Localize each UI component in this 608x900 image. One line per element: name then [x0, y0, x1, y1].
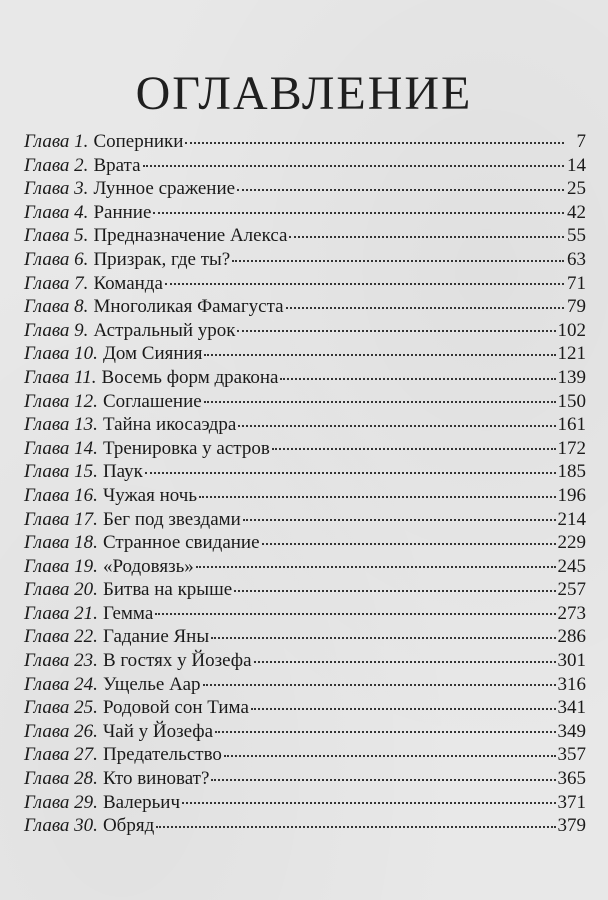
page-number: 349	[557, 720, 586, 742]
toc-entry[interactable]	[24, 154, 586, 178]
chapter-label: Глава 13.	[24, 414, 98, 436]
toc-entry[interactable]	[24, 531, 586, 555]
chapter-title: Бег под звездами	[102, 508, 241, 530]
chapter-title: Дом Сияния	[102, 343, 203, 365]
toc-entry[interactable]	[24, 295, 586, 319]
chapter-title: Тайна икосаэдра	[102, 414, 237, 436]
chapter-title: Тренировка у астров	[102, 437, 270, 459]
page-number: 341	[557, 697, 586, 719]
dot-leader	[237, 330, 555, 332]
chapter-title: Соглашение	[102, 390, 202, 412]
chapter-title: Предназначение Алекса	[93, 225, 288, 247]
toc-entry[interactable]	[24, 625, 586, 649]
chapter-label: Глава 15.	[24, 461, 98, 483]
chapter-label: Глава 27.	[24, 744, 98, 766]
dot-leader	[204, 354, 555, 356]
chapter-label: Глава 12.	[24, 390, 98, 412]
chapter-label: Глава 20.	[24, 579, 98, 601]
toc-entry[interactable]	[24, 130, 586, 154]
page-number: 150	[557, 390, 586, 412]
toc-entry[interactable]	[24, 272, 586, 296]
toc-entry[interactable]	[24, 319, 586, 343]
chapter-label: Глава 9.	[24, 319, 89, 341]
chapter-title: Паук	[102, 461, 143, 483]
chapter-label: Глава 6.	[24, 248, 89, 270]
chapter-label: Глава 29.	[24, 791, 98, 813]
toc-entry[interactable]	[24, 555, 586, 579]
dot-leader	[156, 826, 555, 828]
chapter-label: Глава 10.	[24, 343, 98, 365]
chapter-title: В гостях у Йозефа	[102, 650, 252, 672]
chapter-label: Глава 18.	[24, 532, 98, 554]
dot-leader	[143, 165, 564, 167]
toc-entry[interactable]	[24, 484, 586, 508]
chapter-label: Глава 30.	[24, 815, 98, 837]
page-title: ОГЛАВЛЕНИЕ	[135, 67, 473, 120]
toc-entry[interactable]	[24, 602, 586, 626]
page-number: 55	[567, 225, 586, 247]
chapter-label: Глава 4.	[24, 201, 89, 223]
chapter-title: Гадание Яны	[102, 626, 210, 648]
chapter-label: Глава 17.	[24, 508, 98, 530]
toc-entry[interactable]	[24, 460, 586, 484]
toc-entry[interactable]	[24, 508, 586, 532]
dot-leader	[145, 472, 556, 474]
chapter-title: Обряд	[102, 815, 155, 837]
chapter-title: «Родовязь»	[102, 555, 194, 577]
chapter-title: Врата	[93, 154, 141, 176]
chapter-title: Астральный урок	[93, 319, 236, 341]
chapter-title: Соперники	[93, 131, 184, 152]
dot-leader	[234, 590, 555, 592]
chapter-label: Глава 14.	[24, 437, 98, 459]
chapter-label: Глава 3.	[24, 178, 89, 200]
chapter-title: Чай у Йозефа	[102, 720, 214, 742]
dot-leader	[155, 613, 555, 615]
chapter-title: Родовой сон Тима	[102, 697, 249, 719]
page-number: 14	[567, 154, 586, 176]
dot-leader	[251, 708, 556, 710]
page-number: 102	[557, 319, 586, 341]
chapter-label: Глава 5.	[24, 225, 89, 247]
toc-entry[interactable]	[24, 696, 586, 720]
dot-leader	[185, 142, 564, 144]
toc-entry[interactable]	[24, 413, 586, 437]
page-number: 71	[567, 272, 586, 294]
toc-entry[interactable]	[24, 743, 586, 767]
dot-leader	[196, 566, 556, 568]
dot-leader	[286, 307, 564, 309]
toc-entry[interactable]	[24, 201, 586, 225]
chapter-label: Глава 23.	[24, 650, 98, 672]
chapter-title: Команда	[93, 272, 163, 294]
toc-entry[interactable]	[24, 177, 586, 201]
chapter-label: Глава 2.	[24, 154, 89, 176]
page-number: 185	[557, 461, 586, 483]
chapter-label: Глава 26.	[24, 720, 98, 742]
chapter-label: Глава 11.	[24, 366, 97, 388]
dot-leader	[238, 425, 555, 427]
page-number: 25	[567, 178, 586, 200]
chapter-label: Глава 28.	[24, 768, 98, 790]
toc-entry[interactable]	[24, 224, 586, 248]
toc-entry[interactable]	[24, 342, 586, 366]
chapter-title: Кто виноват?	[102, 768, 210, 790]
chapter-label: Глава 19.	[24, 555, 98, 577]
dot-leader	[232, 260, 564, 262]
chapter-label: Глава 8.	[24, 296, 89, 318]
page-number: 357	[557, 744, 586, 766]
dot-leader	[254, 661, 556, 663]
chapter-title: Гемма	[102, 602, 154, 624]
chapter-title: Валерьич	[102, 791, 181, 813]
toc-entry[interactable]	[24, 578, 586, 602]
toc-entry[interactable]	[24, 366, 586, 390]
chapter-title: Восемь форм дракона	[101, 366, 279, 388]
toc-entry[interactable]	[24, 814, 586, 838]
page-number: 121	[557, 343, 586, 365]
page-number: 229	[557, 532, 586, 554]
toc-entry[interactable]	[24, 791, 586, 815]
page-number: 245	[557, 555, 586, 577]
chapter-title: Призрак, где ты?	[93, 248, 231, 270]
page-number: 379	[557, 815, 586, 837]
table-of-contents	[24, 130, 586, 838]
dot-leader	[215, 731, 555, 733]
page-number: 257	[557, 579, 586, 601]
page-number: 139	[557, 366, 586, 388]
page-number: 371	[557, 791, 586, 813]
chapter-label: Глава 25.	[24, 697, 98, 719]
toc-entry[interactable]	[24, 390, 586, 414]
chapter-title: Лунное сражение	[93, 178, 236, 200]
page-number: 63	[567, 248, 586, 270]
page-number: 316	[557, 673, 586, 695]
dot-leader	[289, 236, 564, 238]
chapter-title: Предательство	[102, 744, 222, 766]
dot-leader	[280, 378, 555, 380]
chapter-label: Глава 21.	[24, 602, 98, 624]
dot-leader	[243, 519, 556, 521]
page-number: 161	[557, 414, 586, 436]
page-number: 79	[567, 296, 586, 318]
page-number: 42	[567, 201, 586, 223]
chapter-label: Глава 24.	[24, 673, 98, 695]
page-number: 286	[557, 626, 586, 648]
chapter-label: Глава 16.	[24, 484, 98, 506]
dot-leader	[262, 543, 556, 545]
toc-entry[interactable]	[24, 437, 586, 461]
toc-entry[interactable]	[24, 767, 586, 791]
dot-leader	[182, 802, 555, 804]
dot-leader	[203, 684, 556, 686]
chapter-title: Странное свидание	[102, 532, 260, 554]
page-number: 273	[557, 602, 586, 624]
page-number: 196	[557, 484, 586, 506]
chapter-label: Глава 22.	[24, 626, 98, 648]
toc-entry[interactable]	[24, 673, 586, 697]
page-number: 214	[557, 508, 586, 530]
chapter-label: Глава 1.	[24, 131, 89, 152]
dot-leader	[211, 637, 555, 639]
chapter-title: Битва на крыше	[102, 579, 233, 601]
dot-leader	[211, 779, 555, 781]
toc-entry[interactable]	[24, 720, 586, 744]
page-number: 301	[557, 650, 586, 672]
dot-leader	[199, 496, 556, 498]
dot-leader	[204, 401, 556, 403]
toc-entry[interactable]	[24, 649, 586, 673]
dot-leader	[153, 212, 564, 214]
toc-entry[interactable]	[24, 248, 586, 272]
page-number: 172	[557, 437, 586, 459]
page-number: 365	[557, 768, 586, 790]
chapter-title: Чужая ночь	[102, 484, 197, 506]
chapter-label: Глава 7.	[24, 272, 89, 294]
chapter-title: Ранние	[93, 201, 152, 223]
dot-leader	[237, 189, 564, 191]
dot-leader	[165, 283, 564, 285]
chapter-title: Многоликая Фамагуста	[93, 296, 284, 318]
dot-leader	[224, 755, 556, 757]
chapter-title: Ущелье Аар	[102, 673, 201, 695]
page-number: 7	[576, 131, 586, 152]
dot-leader	[272, 448, 556, 450]
